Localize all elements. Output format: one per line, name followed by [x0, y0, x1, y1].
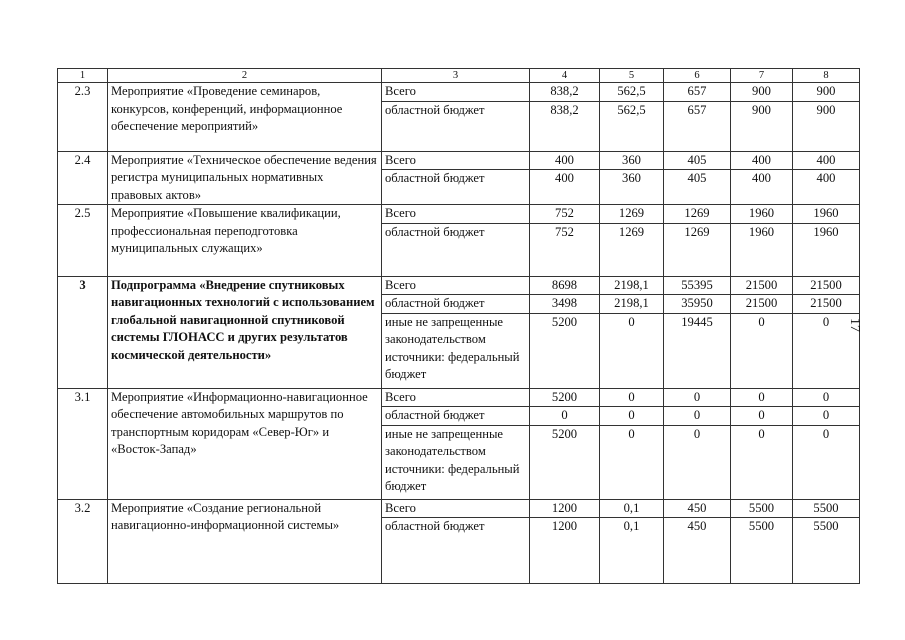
activity-name: Мероприятие «Повышение квалификации, профессиональная переподготовка муниципальных служащих»: [108, 205, 382, 277]
amount-cell: 5500: [731, 499, 793, 518]
activity-name: Мероприятие «Техническое обеспечение ведения регистра муниципальных нормативных правовых актов»: [108, 151, 382, 205]
activity-name: Мероприятие «Создание региональной навигационно-информационной системы»: [108, 499, 382, 584]
funding-source: Всего: [382, 499, 530, 518]
amount-cell: 5200: [530, 313, 600, 388]
amount-cell: 0: [731, 313, 793, 388]
amount-cell: 0: [793, 388, 860, 407]
amount-cell: 1960: [793, 223, 860, 276]
funding-source: областной бюджет: [382, 170, 530, 205]
amount-cell: 657: [664, 83, 731, 102]
amount-cell: 400: [731, 170, 793, 205]
amount-cell: 900: [731, 101, 793, 151]
amount-cell: 5500: [793, 518, 860, 584]
header-cell: 4: [530, 69, 600, 83]
funding-source: областной бюджет: [382, 295, 530, 314]
activity-name: Мероприятие «Информационно-навигационное обеспечение автомобильных маршрутов по транспортным коридорам «Север-Юг» и «Восток-Запад»: [108, 388, 382, 499]
header-cell: 2: [108, 69, 382, 83]
amount-cell: 21500: [793, 295, 860, 314]
amount-cell: 900: [793, 83, 860, 102]
amount-cell: 562,5: [600, 101, 664, 151]
amount-cell: 405: [664, 151, 731, 170]
amount-cell: 5200: [530, 425, 600, 499]
amount-cell: 752: [530, 205, 600, 224]
amount-cell: 21500: [731, 276, 793, 295]
column-number-row: [58, 69, 860, 83]
header-cell: 8: [793, 69, 860, 83]
amount-cell: 450: [664, 518, 731, 584]
amount-cell: 19445: [664, 313, 731, 388]
funding-source: иные не запрещенные законодательством источники: федеральный бюджет: [382, 425, 530, 499]
table-row: [58, 388, 860, 407]
amount-cell: 0: [664, 388, 731, 407]
amount-cell: 5500: [793, 499, 860, 518]
budget-table: [57, 68, 860, 584]
amount-cell: 0: [731, 425, 793, 499]
page-number: 17: [847, 318, 862, 332]
amount-cell: 0: [664, 407, 731, 426]
amount-cell: 900: [731, 83, 793, 102]
amount-cell: 0: [731, 388, 793, 407]
amount-cell: 1269: [664, 223, 731, 276]
amount-cell: 2198,1: [600, 295, 664, 314]
amount-cell: 1960: [731, 223, 793, 276]
amount-cell: 21500: [731, 295, 793, 314]
amount-cell: 5200: [530, 388, 600, 407]
header-cell: 5: [600, 69, 664, 83]
amount-cell: 0,1: [600, 499, 664, 518]
amount-cell: 1200: [530, 499, 600, 518]
funding-source: иные не запрещенные законодательством источники: федеральный бюджет: [382, 313, 530, 388]
amount-cell: 0: [793, 407, 860, 426]
amount-cell: 0: [731, 407, 793, 426]
table-row: [58, 276, 860, 295]
amount-cell: 400: [530, 170, 600, 205]
amount-cell: 360: [600, 170, 664, 205]
amount-cell: 562,5: [600, 83, 664, 102]
amount-cell: 1960: [793, 205, 860, 224]
amount-cell: 1269: [664, 205, 731, 224]
amount-cell: 3498: [530, 295, 600, 314]
amount-cell: 1269: [600, 223, 664, 276]
activity-name: Подпрограмма «Внедрение спутниковых навигационных технологий с использованием глобальной навигационной спутниковой системы ГЛОНАСС и других результатов космической деятельности»: [108, 276, 382, 388]
amount-cell: 21500: [793, 276, 860, 295]
header-cell: 6: [664, 69, 731, 83]
table-body: [58, 69, 860, 584]
amount-cell: 400: [793, 151, 860, 170]
funding-source: областной бюджет: [382, 223, 530, 276]
funding-source: Всего: [382, 205, 530, 224]
amount-cell: 35950: [664, 295, 731, 314]
amount-cell: 1269: [600, 205, 664, 224]
amount-cell: 400: [530, 151, 600, 170]
amount-cell: 0: [664, 425, 731, 499]
amount-cell: 400: [793, 170, 860, 205]
amount-cell: 838,2: [530, 101, 600, 151]
row-number: 2.3: [58, 83, 108, 152]
amount-cell: 450: [664, 499, 731, 518]
amount-cell: 0: [793, 425, 860, 499]
amount-cell: 838,2: [530, 83, 600, 102]
amount-cell: 55395: [664, 276, 731, 295]
amount-cell: 0: [600, 313, 664, 388]
amount-cell: 0: [600, 388, 664, 407]
funding-source: областной бюджет: [382, 101, 530, 151]
funding-source: Всего: [382, 388, 530, 407]
amount-cell: 0: [600, 425, 664, 499]
amount-cell: 0: [600, 407, 664, 426]
amount-cell: 657: [664, 101, 731, 151]
funding-source: Всего: [382, 276, 530, 295]
row-number: 3.1: [58, 388, 108, 499]
header-cell: 1: [58, 69, 108, 83]
row-number: 3.2: [58, 499, 108, 584]
amount-cell: 0: [793, 313, 860, 388]
table-row: [58, 151, 860, 170]
funding-source: Всего: [382, 151, 530, 170]
table-row: [58, 205, 860, 224]
funding-source: областной бюджет: [382, 518, 530, 584]
amount-cell: 2198,1: [600, 276, 664, 295]
amount-cell: 0,1: [600, 518, 664, 584]
table-row: [58, 499, 860, 518]
funding-source: Всего: [382, 83, 530, 102]
header-cell: 7: [731, 69, 793, 83]
row-number: 3: [58, 276, 108, 388]
activity-name: Мероприятие «Проведение семинаров, конкурсов, конференций, информационное обеспечение мероприятий»: [108, 83, 382, 152]
amount-cell: 5500: [731, 518, 793, 584]
header-cell: 3: [382, 69, 530, 83]
amount-cell: 360: [600, 151, 664, 170]
funding-source: областной бюджет: [382, 407, 530, 426]
amount-cell: 0: [530, 407, 600, 426]
amount-cell: 8698: [530, 276, 600, 295]
table-row: [58, 83, 860, 102]
amount-cell: 900: [793, 101, 860, 151]
amount-cell: 1200: [530, 518, 600, 584]
amount-cell: 752: [530, 223, 600, 276]
amount-cell: 405: [664, 170, 731, 205]
row-number: 2.5: [58, 205, 108, 277]
row-number: 2.4: [58, 151, 108, 205]
amount-cell: 1960: [731, 205, 793, 224]
amount-cell: 400: [731, 151, 793, 170]
